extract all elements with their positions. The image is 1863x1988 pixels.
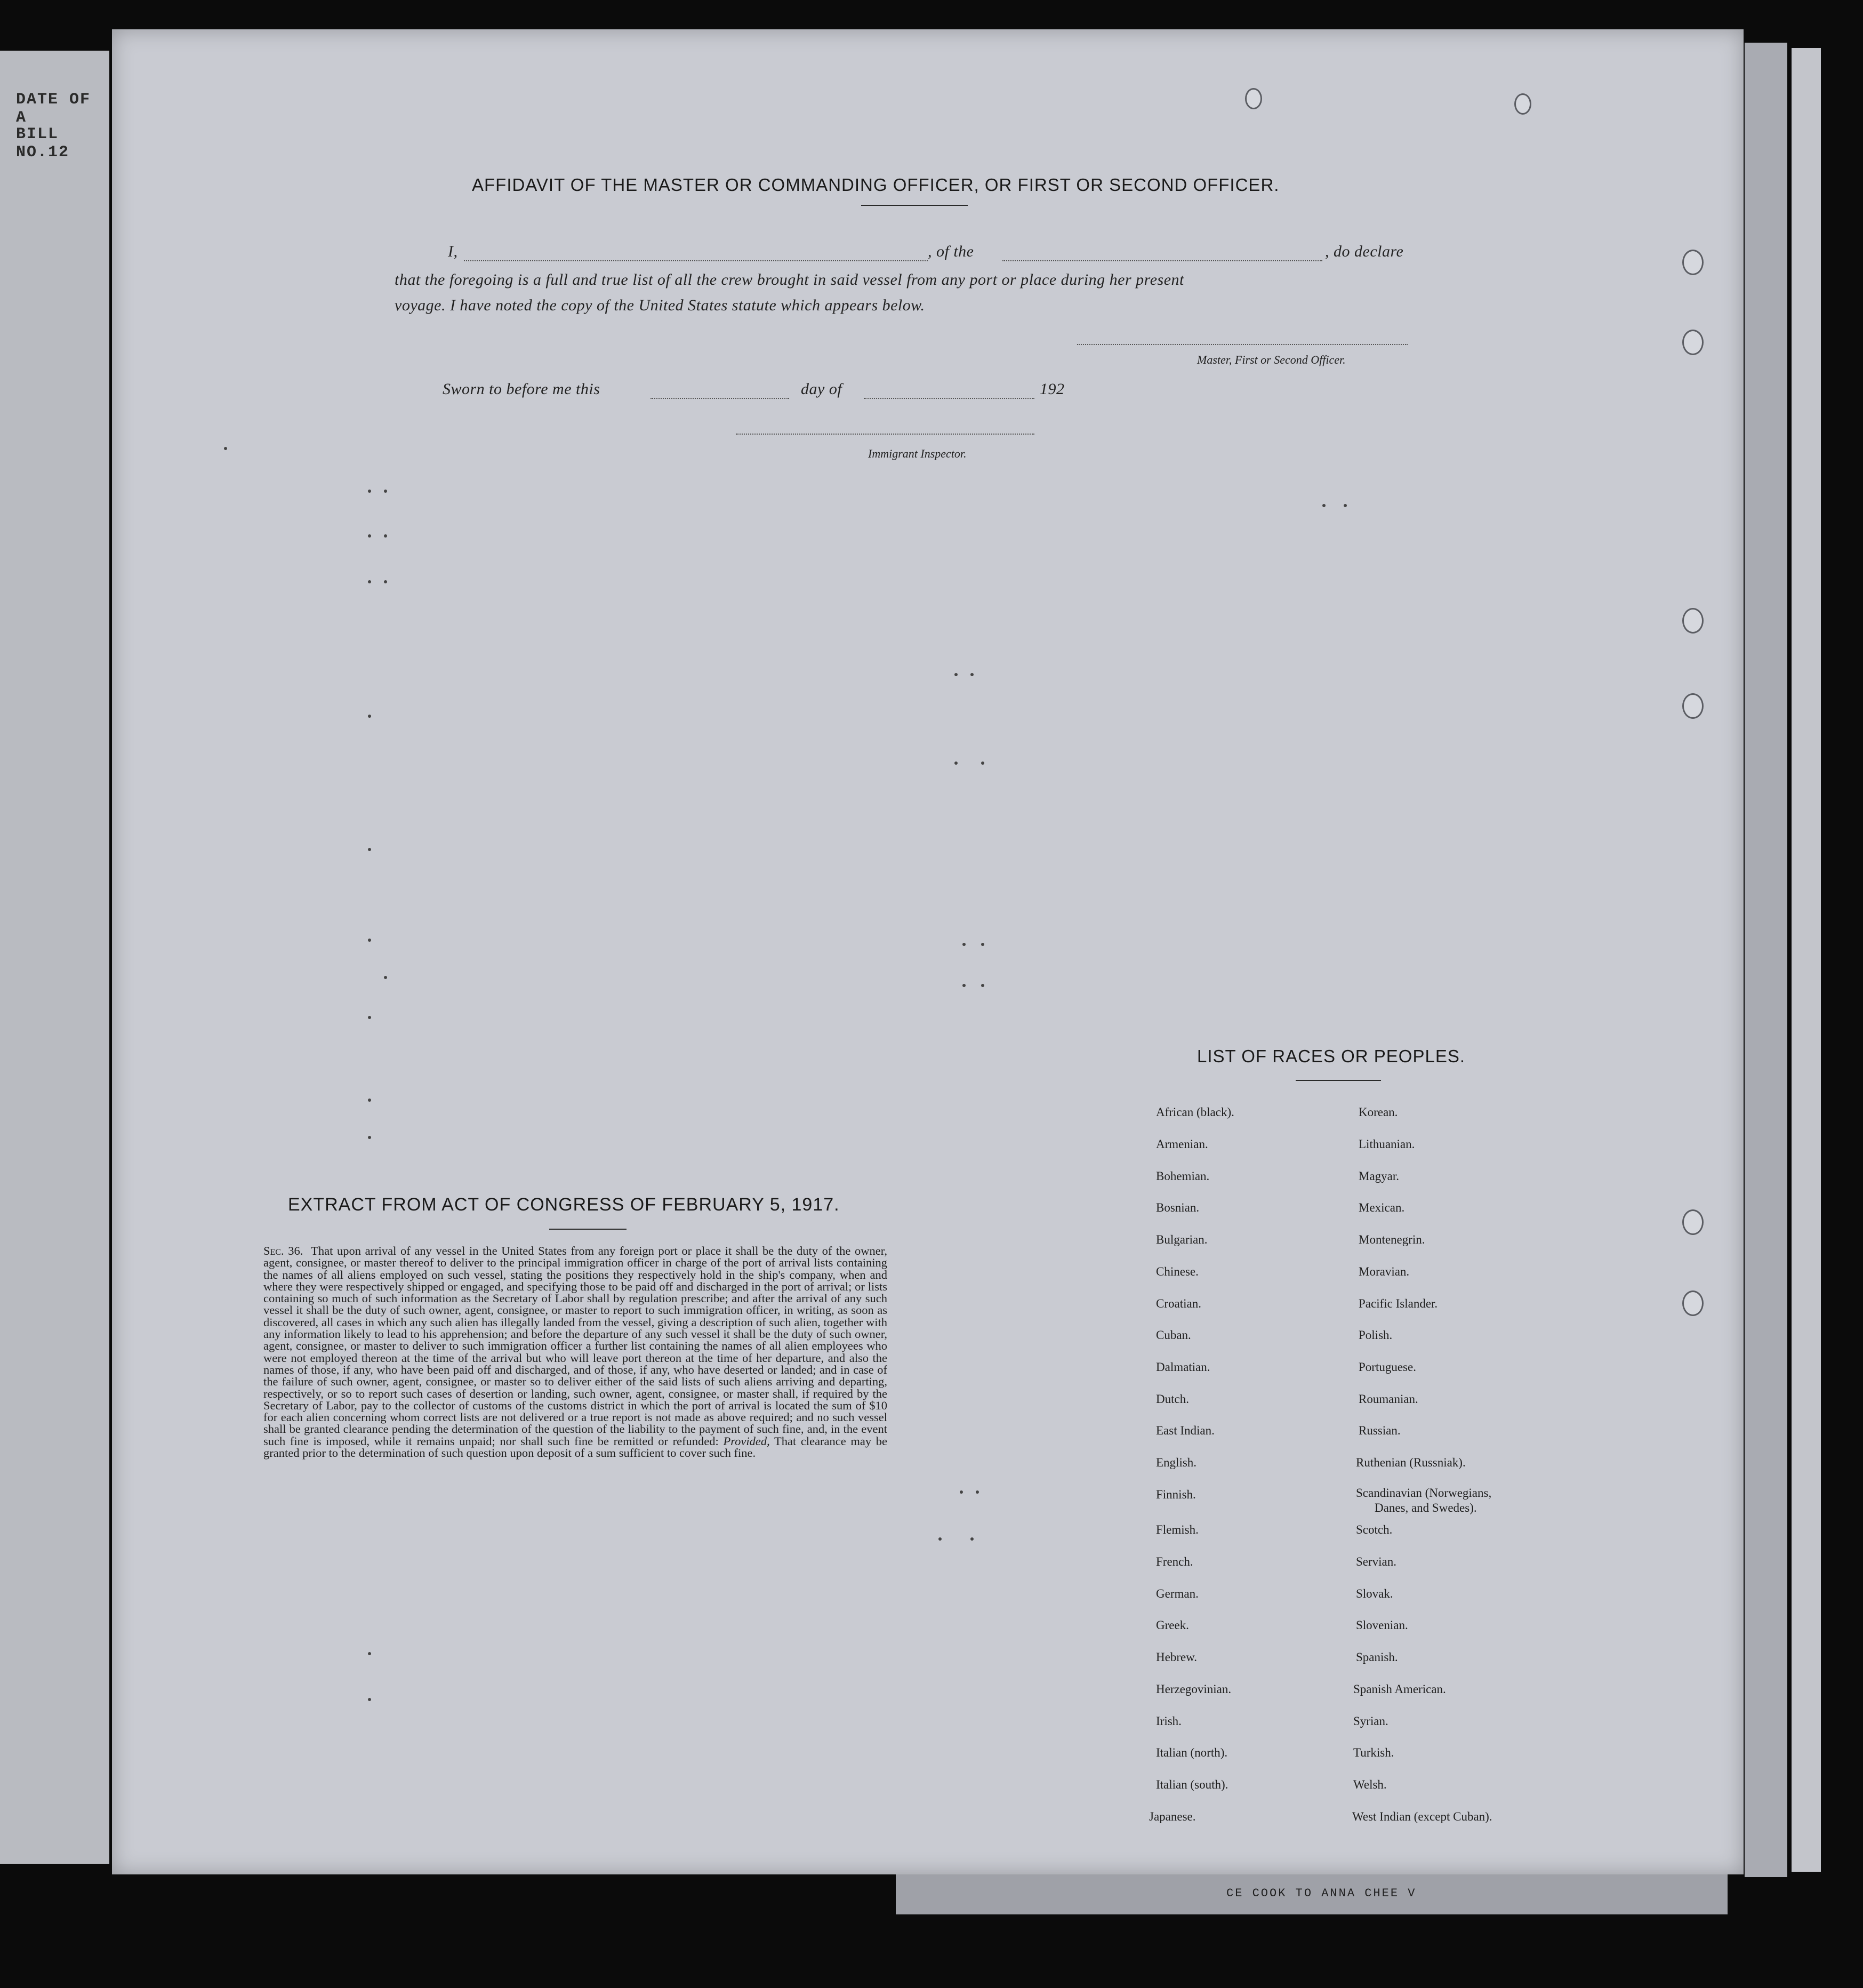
proviso-label: Provided,: [723, 1434, 770, 1448]
margin-label-date: DATE OF A: [16, 91, 91, 127]
title-divider: [861, 205, 968, 206]
affidavit-line1-mid: , of the: [928, 243, 974, 260]
tick-mark: [960, 1490, 963, 1494]
sworn-year: 192: [1040, 380, 1065, 398]
signature-caption: Master, First or Second Officer.: [1197, 353, 1346, 366]
race-item: Servian.: [1356, 1555, 1397, 1568]
tick-mark: [962, 943, 966, 946]
race-item: Korean.: [1359, 1105, 1398, 1119]
punch-hole-icon: [1682, 250, 1704, 275]
race-item: Moravian.: [1359, 1265, 1410, 1278]
race-item: Portuguese.: [1359, 1360, 1416, 1374]
race-item: Bosnian.: [1156, 1201, 1200, 1214]
tick-mark: [981, 761, 984, 765]
inspector-blank: [736, 434, 1034, 435]
tick-mark: [368, 1652, 371, 1655]
race-item: French.: [1156, 1555, 1193, 1568]
race-item: Spanish American.: [1353, 1682, 1446, 1696]
margin-label-bill: BILL NO.12: [16, 125, 70, 162]
tick-mark: [962, 984, 966, 987]
race-item: African (black).: [1156, 1105, 1234, 1119]
tick-mark: [1322, 504, 1326, 507]
bottom-strip-label: CE COOK TO ANNA CHEE V: [1226, 1887, 1417, 1900]
extract-title: EXTRACT FROM ACT OF CONGRESS OF FEBRUARY 5, 1917.: [288, 1195, 840, 1215]
race-item: East Indian.: [1156, 1424, 1215, 1437]
left-margin-strip: [0, 51, 109, 1864]
sworn-month-blank: [864, 398, 1034, 399]
name-blank: [464, 260, 928, 261]
race-item: Croatian.: [1156, 1297, 1201, 1310]
race-item: Polish.: [1359, 1328, 1393, 1342]
race-item: Mexican.: [1359, 1201, 1405, 1214]
race-item: Ruthenian (Russniak).: [1356, 1456, 1466, 1469]
race-item: Slovak.: [1356, 1587, 1393, 1600]
tick-mark: [976, 1490, 979, 1494]
punch-hole-icon: [1682, 608, 1704, 634]
race-item: West Indian (except Cuban).: [1352, 1810, 1492, 1823]
race-item: Lithuanian.: [1359, 1137, 1415, 1151]
tick-mark: [368, 1136, 371, 1139]
right-edge-strip: [1792, 48, 1821, 1872]
punch-hole-icon: [1682, 1290, 1704, 1316]
punch-hole-icon: [1682, 330, 1704, 355]
tick-mark: [368, 534, 371, 538]
extract-divider: [549, 1229, 627, 1230]
race-item: Pacific Islander.: [1359, 1297, 1438, 1310]
right-margin-strip: [1745, 43, 1787, 1877]
race-item: Dalmatian.: [1156, 1360, 1210, 1374]
race-item: Finnish.: [1156, 1488, 1196, 1501]
proviso-text: That clearance may be granted prior to the determination of such question upon deposit of a sum sufficient to cover such fine.: [263, 1434, 888, 1460]
tick-mark: [368, 715, 371, 718]
race-item: Armenian.: [1156, 1137, 1208, 1151]
race-item: Bohemian.: [1156, 1169, 1210, 1183]
tick-mark: [368, 939, 371, 942]
race-item: German.: [1156, 1587, 1199, 1600]
tick-mark: [368, 580, 371, 583]
tick-mark: [224, 447, 227, 450]
race-item: Greek.: [1156, 1618, 1189, 1632]
tick-mark: [970, 673, 974, 676]
race-item: Italian (south).: [1156, 1778, 1228, 1791]
tick-mark: [368, 490, 371, 493]
race-item: Montenegrin.: [1359, 1233, 1425, 1246]
sworn-prefix: Sworn to before me this: [443, 380, 600, 398]
race-item: Slovenian.: [1356, 1618, 1408, 1632]
race-item: Russian.: [1359, 1424, 1401, 1437]
affidavit-line1-end: , do declare: [1325, 243, 1404, 260]
sworn-day-label: day of: [801, 380, 842, 398]
extract-paragraph: [263, 1245, 887, 1459]
vessel-blank: [1002, 260, 1322, 261]
race-item: Dutch.: [1156, 1392, 1189, 1406]
race-item: Cuban.: [1156, 1328, 1191, 1342]
race-item: Syrian.: [1353, 1714, 1388, 1728]
tick-mark: [368, 848, 371, 851]
race-item: Bulgarian.: [1156, 1233, 1208, 1246]
tick-mark: [384, 580, 387, 583]
race-item: Magyar.: [1359, 1169, 1400, 1183]
sworn-day-blank: [651, 398, 789, 399]
tick-mark: [954, 673, 958, 676]
punch-hole-icon: [1682, 1209, 1704, 1235]
race-item: Danes, and Swedes).: [1375, 1501, 1477, 1514]
race-item: Japanese.: [1149, 1810, 1196, 1823]
affidavit-title: AFFIDAVIT OF THE MASTER OR COMMANDING OFFICER, OR FIRST OR SECOND OFFICER.: [472, 175, 1280, 195]
tick-mark: [384, 534, 387, 538]
punch-hole-icon: [1245, 88, 1262, 109]
extract-body: That upon arrival of any vessel in the United States from any foreign port or place it shall be the duty of the owner, agent, consignee, or master thereof to deliver to the principal immigration officer in charge of the port of arrival lists containing the names of all aliens employed on such vessel, stating the positions they respectively hold in the ship's company, when and where they were respectively shipped or engaged, and specifying those to be paid off and discharged in the port of arrival; or lists containing so much of such information as the Secretary of Labor shall by regulation prescribe; and after the arrival of any such vessel it shall be the duty of such owner, agent, consignee, or master to report to such immigration officer, in writing, as soon as discovered, all cases in which any such alien has illegally landed from the vessel, giving a description of such alien, together with any information likely to lead to his apprehension; and before the departure of any such vessel it shall be the duty of such owner, agent, consignee, or master to deliver to such immigration officer a further list containing the names of all alien employees who were not employed thereon at the time of the arrival but who will leave port thereon at the time of her departure, and also the names of those, if any, who have been paid off and discharged, and of those, if any, who have deserted or landed; and in case of the failure of such owner, agent, consignee, or master so to deliver either of the said lists of such aliens arriving and departing, respectively, or so to report such cases of desertion or landing, such owner, agent, consignee, or master shall, if required by the Secretary of Labor, pay to the collector of customs of the customs district in which the port of arrival is located the sum of $10 for each alien concerning whom correct lists are not delivered or a true report is not made as above required; and no such vessel shall be granted clearance pending the determination of the question of the liability to the payment of such fine, and, in the event such fine is imposed, while it remains unpaid; nor shall such fine be remitted or refunded:: [263, 1244, 887, 1448]
race-item: Roumanian.: [1359, 1392, 1418, 1406]
tick-mark: [981, 984, 984, 987]
punch-hole-icon: [1682, 693, 1704, 719]
tick-mark: [970, 1537, 974, 1541]
race-item: Irish.: [1156, 1714, 1182, 1728]
races-title: LIST OF RACES OR PEOPLES.: [1197, 1046, 1466, 1066]
race-item: Scandinavian (Norwegians,: [1356, 1486, 1492, 1500]
tick-mark: [368, 1016, 371, 1019]
inspector-caption: Immigrant Inspector.: [868, 447, 967, 460]
races-divider: [1296, 1080, 1381, 1081]
affidavit-line3: voyage. I have noted the copy of the United States statute which appears below.: [395, 296, 925, 314]
bottom-margin-strip: [896, 1872, 1728, 1914]
race-item: Welsh.: [1353, 1778, 1387, 1791]
tick-mark: [1344, 504, 1347, 507]
signature-blank: [1077, 344, 1408, 345]
tick-mark: [981, 943, 984, 946]
race-item: English.: [1156, 1456, 1197, 1469]
race-item: Italian (north).: [1156, 1746, 1228, 1759]
section-label: Sec. 36.: [263, 1244, 303, 1257]
tick-mark: [954, 761, 958, 765]
race-item: Herzegovinian.: [1156, 1682, 1232, 1696]
document-page: [112, 29, 1744, 1874]
race-item: Chinese.: [1156, 1265, 1199, 1278]
race-item: Hebrew.: [1156, 1650, 1198, 1664]
affidavit-line2: that the foregoing is a full and true list of all the crew brought in said vessel from any port or place during her present: [395, 271, 1184, 288]
tick-mark: [368, 1099, 371, 1102]
race-item: Spanish.: [1356, 1650, 1398, 1664]
tick-mark: [384, 976, 387, 979]
race-item: Flemish.: [1156, 1523, 1199, 1536]
tick-mark: [938, 1537, 942, 1541]
tick-mark: [384, 490, 387, 493]
tick-mark: [368, 1698, 371, 1701]
race-item: Scotch.: [1356, 1523, 1393, 1536]
race-item: Turkish.: [1353, 1746, 1394, 1759]
affidavit-line1-start: I,: [448, 243, 458, 260]
punch-hole-icon: [1514, 93, 1531, 115]
